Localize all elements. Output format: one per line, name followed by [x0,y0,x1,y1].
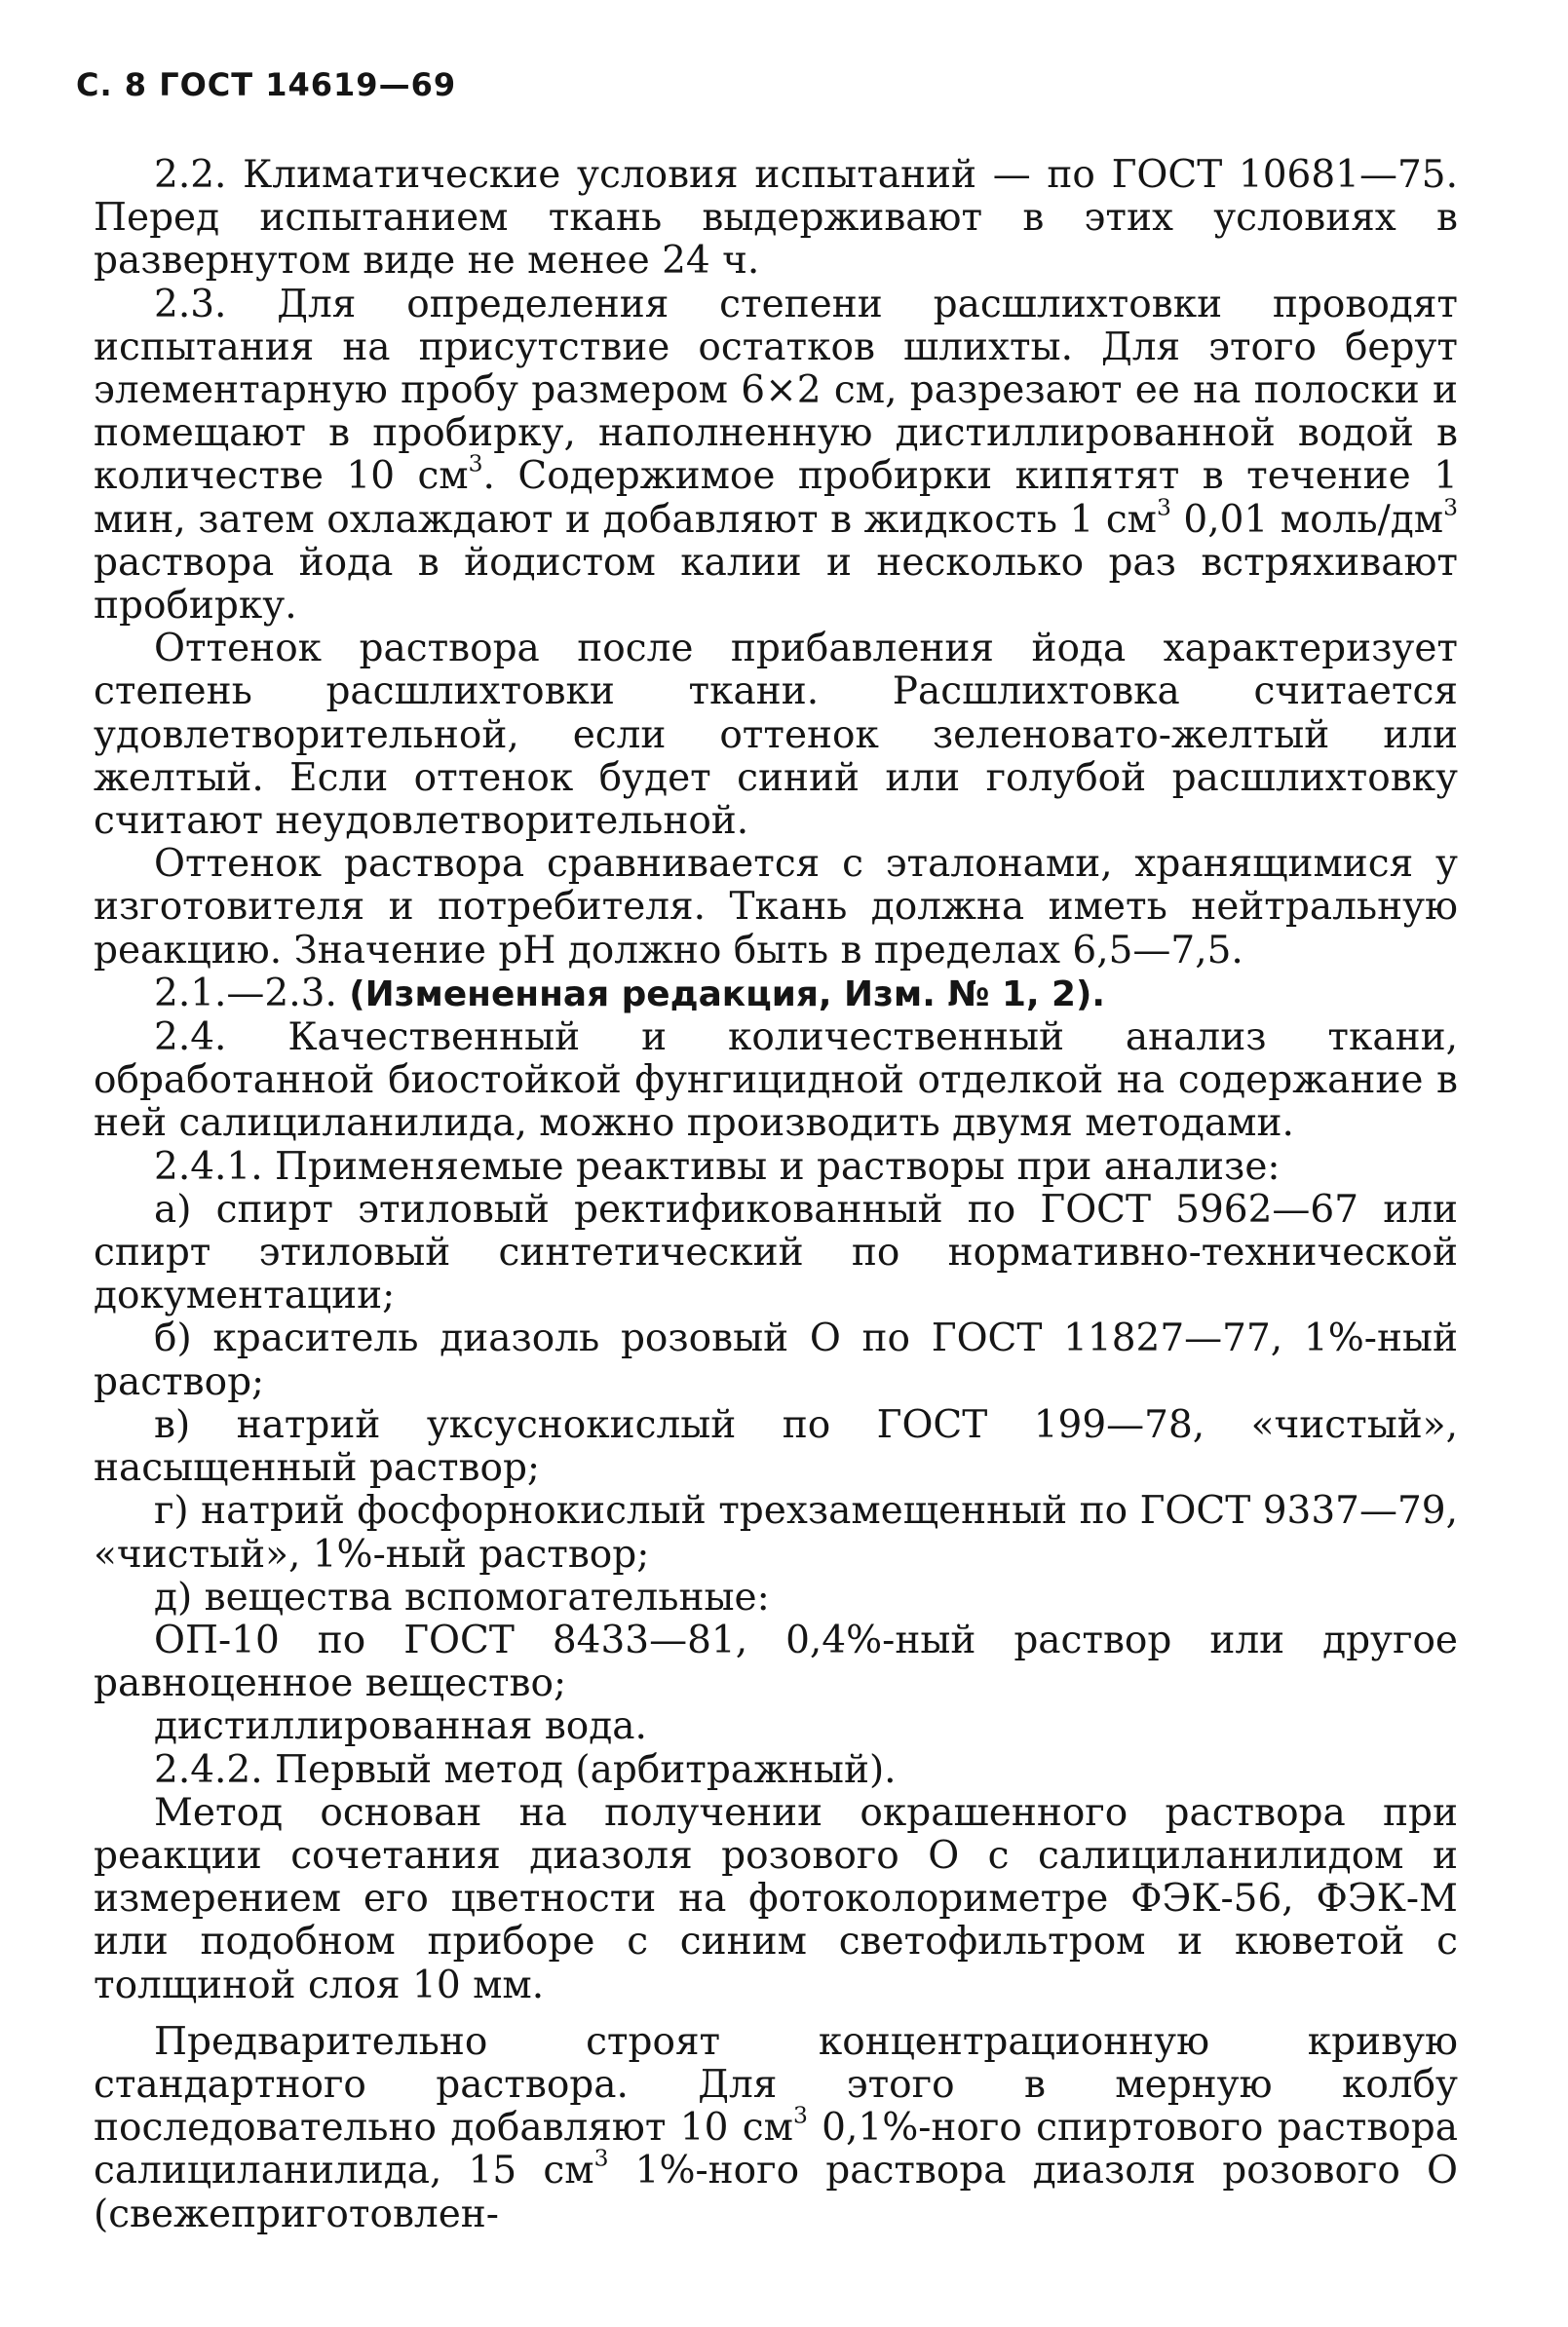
document-body [94,154,1458,2236]
paragraph-p-op10: ОП-10 по ГОСТ 8433—81, 0,4%-ный раствор или другое равноценное вещество; [94,1618,1458,1706]
paragraph-p-amend: 2.1.—2.3. (Измененная редакция, Изм. № 1, 2). [154,971,1106,1015]
paragraph-p-shade-1: Оттенок раствора после прибавления йода характеризует степень расшлихтовки ткани. Расшлихтовка считается удовлетворительной, если оттенок зеленовато-желтый или желтый. Если оттенок будет синий или голубой расшлихтовку считают неудовлетворительной. [94,627,1458,844]
paragraph-p-water: дистиллированная вода. [154,1704,647,1749]
paragraph-p-2-4-1: 2.4.1. Применяемые реактивы и растворы при анализе: [154,1144,1281,1189]
paragraph-p-d: д) вещества вспомогательные: [154,1575,770,1620]
paragraph-p-v: в) натрий уксуснокислый по ГОСТ 199—78, «чистый», насыщенный раствор; [94,1402,1458,1491]
paragraph-p-shade-2: Оттенок раствора сравнивается с эталонами, хранящимися у изготовителя и потребителя. Ткань должна иметь нейтральную реакцию. Значение pH должно быть в пределах 6,5—7,5. [94,842,1458,973]
page-header: С. 8 ГОСТ 14619—69 [76,66,457,103]
paragraph-p-curve: Предварительно строят концентрационную кривую стандартного раствора. Для этого в мерную колбу последовательно добавляют 10 $см^3$ 0,1%-ного спиртового раствора салициланилида, 15 $см^3$ 1%-ного раствора диазоля розового О (свежеприготовлен- [94,2019,1458,2236]
paragraph-p-2-4-2: 2.4.2. Первый метод (арбитражный). [154,1747,897,1792]
paragraph-p-a: а) спирт этиловый ректификованный по ГОСТ 5962—67 или спирт этиловый синтетический по нормативно-технической документации; [94,1187,1458,1318]
paragraph-p-method: Метод основан на получении окрашенного раствора при реакции сочетания диазоля розового О с салициланилидом и измерением его цветности на фотоколориметре ФЭК-56, ФЭК-М или подобном приборе с синим светофильтром и кюветой с толщиной слоя 10 мм. [94,1790,1458,2007]
paragraph-p-2-3: 2.3. Для определения степени расшлихтовки проводят испытания на присутствие остатков шлихты. Для этого берут элементарную пробу размером 6×2 см, разрезают ее на полоски и помещают в пробирку, наполненную дистиллированной водой в количестве 10 $см^3$. Содержимое пробирки кипятят в течение 1 мин, затем охлаждают и добавляют в жидкость 1 $см^3$ 0,01 моль/$дм^3$ раствора йода в йодистом калии и несколько раз встряхивают пробирку. [94,282,1458,629]
paragraph-p-2-2: 2.2. Климатические условия испытаний — по ГОСТ 10681—75. Перед испытанием ткань выдерживают в этих условиях в развернутом виде не менее 24 ч. [94,153,1458,284]
paragraph-p-g: г) натрий фосфорнокислый трехзамещенный по ГОСТ 9337—79, «чистый», 1%-ный раствор; [94,1489,1458,1577]
paragraph-p-2-4: 2.4. Качественный и количественный анализ ткани, обработанной биостойкой фунгицидной отделкой на содержание в ней салициланилида, можно производить двумя методами. [94,1015,1458,1146]
paragraph-p-b: б) краситель диазоль розовый О по ГОСТ 11827—77, 1%-ный раствор; [94,1316,1458,1404]
